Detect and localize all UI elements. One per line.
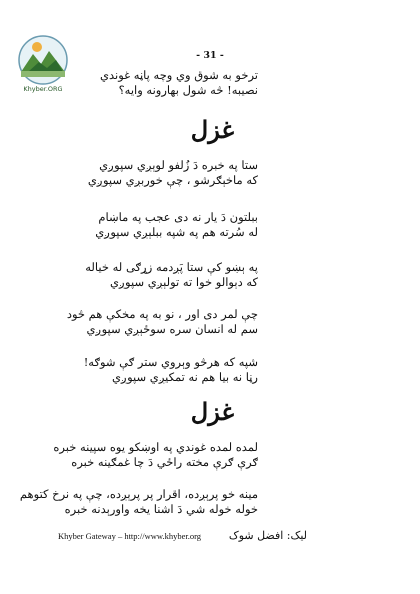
verse-line: لمده لمده غوندي په اوښکو يوه سپينه خبره xyxy=(53,440,258,454)
verse-line: ستا په خبره دَ زُلفو لوېږي سپوږي xyxy=(99,158,258,172)
footer-author: ليک: افضل شوک xyxy=(228,529,307,542)
ghazal1-stanza-3 xyxy=(85,260,258,290)
verse-line: ببلتون دَ يار نه دی عجب په ماښام xyxy=(98,210,258,224)
verse-line: په ېښو کې ستا پَږدمه زړګی له خياله xyxy=(85,260,258,274)
verse-line: شپه که هرڅو وېروي ستر ګې شوګه! xyxy=(83,355,258,369)
verse-line: چې لمر دی اور ، نو به په مخکې هم څود xyxy=(66,307,258,321)
verse-line: سم له انسان سره سوځېږي سپوږي xyxy=(86,322,258,336)
ghazal1-stanza-5 xyxy=(84,355,258,385)
footer-source: Khyber Gateway – http://www.khyber.org xyxy=(58,531,202,541)
ghazal-heading: غزل xyxy=(190,397,234,426)
ghazal1-stanza-1 xyxy=(88,158,258,188)
verse-line: خوله خوله شي دَ اشنا يخه واورېدنه خبره xyxy=(64,502,258,516)
verse-line: ګرې ګرې مخته راځي دَ چا غمګينه خبره xyxy=(71,455,258,469)
logo-caption: Khyber.ORG xyxy=(23,85,63,93)
ghazal1-stanza-2 xyxy=(95,210,258,240)
ghazal2-stanza-1 xyxy=(53,440,258,470)
intro-stanza xyxy=(100,68,258,98)
verse-line: که ماخېګرشو ، چې خوربږي سپوږي xyxy=(87,173,258,187)
intro-line-2: نصيبه! څه شول بهارونه وايه؟ xyxy=(118,83,258,97)
verse-line: مينه خو پرېږده، اقرار پر پرېږده، چې په نرخ کتوهم xyxy=(19,487,258,501)
ghazal1-stanza-4 xyxy=(67,307,258,337)
ghazal2-stanza-2 xyxy=(20,487,258,517)
intro-line-1: ترخو به شوق وي وچه پاڼه غوندي xyxy=(99,68,258,82)
page-number: - 31 - xyxy=(196,50,224,61)
verse-line: که دېوالو خوا ته تولېږي سپوږي xyxy=(109,275,258,289)
verse-line: له سُرته هم په شپه ببلېږي سپوږي xyxy=(95,225,258,239)
ghazal-heading: غزل xyxy=(190,115,234,144)
verse-line: رڼا نه بيا هم نه تمکيږي سپوږي xyxy=(112,370,258,384)
